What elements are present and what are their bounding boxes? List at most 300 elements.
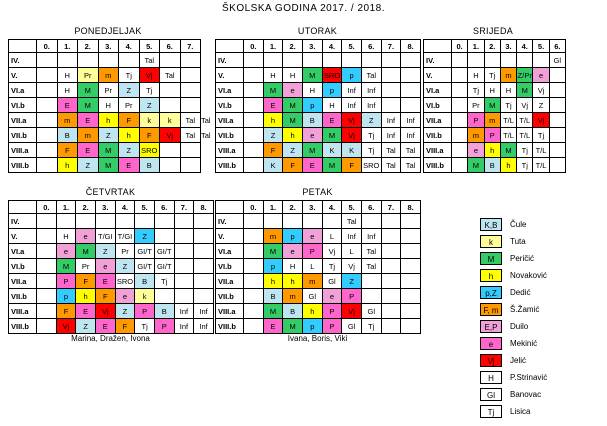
lesson-cell: m	[283, 289, 303, 304]
class-label: VI.a	[216, 244, 244, 259]
lesson-cell: Vj	[342, 128, 362, 143]
class-row	[216, 83, 421, 98]
lesson-cell: Tal	[401, 158, 421, 173]
legend-swatch: p,Z	[480, 286, 502, 299]
period-number: 5.	[139, 40, 160, 53]
lesson-cell: k	[135, 289, 155, 304]
lesson-cell	[244, 304, 264, 319]
lesson-cell: h	[283, 274, 303, 289]
lesson-cell	[381, 274, 401, 289]
class-row	[216, 229, 421, 244]
lesson-cell: F	[56, 304, 76, 319]
class-label: IV.	[9, 53, 37, 68]
lesson-cell: H	[484, 83, 500, 98]
lesson-cell: Gl	[361, 304, 381, 319]
overflow-lesson: Tal	[201, 115, 211, 125]
lesson-cell: Z	[533, 98, 549, 113]
lesson-cell	[322, 214, 342, 229]
lesson-cell: Z	[119, 83, 140, 98]
lesson-cell: p	[322, 83, 342, 98]
period-number: 1.	[57, 40, 78, 53]
lesson-cell	[174, 259, 194, 274]
lesson-cell	[244, 319, 264, 334]
lesson-cell	[381, 214, 401, 229]
period-number: 8.	[401, 40, 421, 53]
lesson-cell: e	[302, 128, 322, 143]
lesson-cell	[549, 158, 565, 173]
legend-teacher-name: P.Strinavić	[510, 373, 548, 382]
lesson-cell: B	[302, 113, 322, 128]
legend-teacher-name: Peričić	[510, 254, 535, 263]
lesson-cell: p	[283, 229, 303, 244]
class-row	[216, 304, 421, 319]
lesson-cell: Z	[76, 319, 96, 334]
lesson-cell: F	[95, 289, 115, 304]
lesson-cell	[194, 244, 214, 259]
lesson-cell	[180, 143, 201, 158]
class-label: V.	[216, 229, 244, 244]
legend-swatch: e	[480, 337, 502, 350]
lesson-cell	[244, 289, 264, 304]
lesson-cell	[401, 289, 421, 304]
class-label: VI.b	[9, 98, 37, 113]
lesson-cell: Inf	[401, 128, 421, 143]
lesson-cell: M	[302, 143, 322, 158]
lesson-cell: Z	[361, 113, 381, 128]
lesson-cell: H	[322, 98, 342, 113]
lesson-cell: e	[56, 244, 76, 259]
lesson-cell: M	[283, 319, 303, 334]
lesson-cell: L	[342, 244, 362, 259]
lesson-cell: p	[302, 98, 322, 113]
lesson-cell	[401, 229, 421, 244]
legend-swatch: E,P	[480, 320, 502, 333]
lesson-cell	[452, 158, 468, 173]
lesson-cell: B	[263, 289, 283, 304]
class-row	[216, 68, 421, 83]
class-label: V.	[424, 68, 452, 83]
lesson-cell	[37, 113, 58, 128]
lesson-cell	[244, 229, 264, 244]
period-number: 6.	[361, 40, 381, 53]
lesson-cell: h	[500, 158, 516, 173]
period-number: 3.	[500, 40, 516, 53]
class-label: VII.a	[9, 274, 37, 289]
lesson-cell: L	[302, 259, 322, 274]
lesson-cell: Inf	[381, 128, 401, 143]
legend-teacher-name: Banovac	[510, 390, 542, 399]
class-row	[424, 83, 566, 98]
class-label: VII.a	[424, 113, 452, 128]
lesson-cell: Vj	[533, 83, 549, 98]
lesson-cell: Pr	[76, 259, 96, 274]
lesson-cell	[244, 158, 264, 173]
lesson-cell	[37, 83, 58, 98]
lesson-cell: Inf	[381, 113, 401, 128]
period-number: 4.	[119, 40, 140, 53]
lesson-cell: Inf	[174, 304, 194, 319]
class-row	[9, 98, 217, 113]
lesson-cell: H	[468, 68, 484, 83]
lesson-cell	[381, 98, 401, 113]
lesson-cell	[381, 244, 401, 259]
class-label: VII.a	[216, 274, 244, 289]
class-row	[9, 319, 214, 334]
legend-item	[480, 319, 547, 334]
legend-swatch: Vj	[480, 354, 502, 367]
lesson-cell: h	[484, 143, 500, 158]
lesson-cell: E	[76, 304, 96, 319]
period-number: 4.	[322, 201, 342, 214]
period-number: 5.	[342, 201, 362, 214]
class-label: V.	[9, 229, 37, 244]
lesson-cell	[342, 53, 362, 68]
class-label: VII.a	[216, 113, 244, 128]
lesson-cell	[194, 274, 214, 289]
lesson-cell	[401, 68, 421, 83]
lesson-cell	[244, 143, 264, 158]
lesson-cell: F	[263, 143, 283, 158]
lesson-cell	[180, 83, 201, 98]
lesson-cell: e	[468, 143, 484, 158]
lesson-cell: Inf	[194, 319, 214, 334]
legend-item	[480, 268, 547, 283]
lesson-cell: e	[76, 229, 96, 244]
day-title-petak: PETAK	[302, 187, 333, 197]
lesson-cell: Z	[95, 244, 115, 259]
lesson-cell: M	[322, 128, 342, 143]
legend-teacher-name: Mekinić	[510, 339, 538, 348]
lesson-cell: P	[322, 304, 342, 319]
class-label: IV.	[9, 214, 37, 229]
lesson-cell	[160, 158, 181, 173]
class-label: VI.a	[9, 244, 37, 259]
lesson-cell: E	[57, 98, 78, 113]
lesson-cell: Z	[135, 229, 155, 244]
period-number: 2.	[78, 40, 99, 53]
lesson-cell: m	[302, 274, 322, 289]
lesson-cell	[549, 68, 565, 83]
legend-teacher-name: Dedić	[510, 288, 531, 297]
lesson-cell: Tal	[361, 259, 381, 274]
class-row	[216, 128, 421, 143]
lesson-cell: T/L	[517, 113, 533, 128]
lesson-cell: Tj	[361, 143, 381, 158]
legend-teacher-name: Tuta	[510, 237, 526, 246]
class-label: IV.	[216, 214, 244, 229]
lesson-cell: Vj	[322, 244, 342, 259]
lesson-cell: M	[468, 158, 484, 173]
period-number: 8.	[401, 201, 421, 214]
lesson-cell	[401, 244, 421, 259]
lesson-cell: P	[468, 113, 484, 128]
lesson-cell: P	[135, 304, 155, 319]
lesson-cell: P	[56, 274, 76, 289]
legend-swatch: h	[480, 269, 502, 282]
overflow-lesson: Tal	[201, 130, 211, 140]
lesson-cell: Tal	[361, 244, 381, 259]
lesson-cell: h	[98, 113, 119, 128]
period-number: 1.	[56, 201, 76, 214]
lesson-cell: M	[263, 244, 283, 259]
class-row	[216, 214, 421, 229]
lesson-cell: F	[119, 113, 140, 128]
lesson-cell	[119, 53, 140, 68]
class-row	[216, 113, 421, 128]
lesson-cell: B	[57, 128, 78, 143]
lesson-cell: k	[160, 113, 181, 128]
lesson-cell	[37, 289, 57, 304]
lesson-cell	[500, 53, 516, 68]
lesson-cell: P	[342, 289, 362, 304]
timetable-ponedjeljak	[8, 39, 217, 173]
class-label: IV.	[216, 53, 244, 68]
lesson-cell	[452, 68, 468, 83]
class-row	[424, 158, 566, 173]
class-label: VII.b	[9, 289, 37, 304]
lesson-cell: B	[484, 158, 500, 173]
period-number: 1.	[263, 40, 283, 53]
lesson-cell	[160, 143, 181, 158]
lesson-cell: E	[263, 319, 283, 334]
legend-swatch: H	[480, 371, 502, 384]
day-title-utorak: UTORAK	[297, 26, 338, 36]
lesson-cell: T/L	[500, 128, 516, 143]
period-number: 3.	[302, 40, 322, 53]
legend-teacher-name: Š.Žamić	[510, 305, 540, 314]
class-label: VII.b	[216, 128, 244, 143]
class-label: VIII.b	[424, 158, 452, 173]
class-label: VII.b	[216, 289, 244, 304]
class-row	[424, 143, 566, 158]
lesson-cell	[452, 113, 468, 128]
lesson-cell	[174, 289, 194, 304]
lesson-cell	[361, 274, 381, 289]
class-label: VI.a	[9, 83, 37, 98]
class-label: IV.	[424, 53, 452, 68]
lesson-cell	[160, 98, 181, 113]
lesson-cell	[381, 319, 401, 334]
lesson-cell: M	[56, 259, 76, 274]
lesson-cell	[154, 229, 174, 244]
lesson-cell	[78, 53, 99, 68]
period-number: 5.	[342, 40, 362, 53]
lesson-cell: B	[283, 304, 303, 319]
class-label: V.	[216, 68, 244, 83]
cetvrtak-names: Marina, Dražen, Ivona	[71, 334, 150, 343]
lesson-cell	[517, 53, 533, 68]
lesson-cell	[401, 214, 421, 229]
lesson-cell: e	[283, 244, 303, 259]
lesson-cell	[244, 53, 264, 68]
lesson-cell	[401, 304, 421, 319]
lesson-cell: L	[322, 229, 342, 244]
lesson-cell	[283, 214, 303, 229]
lesson-cell: Tj	[361, 128, 381, 143]
lesson-cell: K	[342, 143, 362, 158]
lesson-cell	[174, 214, 194, 229]
lesson-cell: T/GI	[95, 229, 115, 244]
lesson-cell: e	[115, 289, 135, 304]
lesson-cell: F	[76, 274, 96, 289]
corner-cell	[424, 40, 452, 53]
lesson-cell: T/L	[517, 128, 533, 143]
lesson-cell: E	[78, 143, 99, 158]
period-number: 0.	[244, 40, 264, 53]
lesson-cell: H	[263, 68, 283, 83]
lesson-cell: Tal	[160, 68, 181, 83]
class-row	[9, 83, 217, 98]
lesson-cell: Pr	[115, 244, 135, 259]
period-header-row	[216, 201, 421, 214]
lesson-cell	[244, 68, 264, 83]
lesson-cell	[381, 259, 401, 274]
lesson-cell	[37, 98, 58, 113]
lesson-cell	[244, 98, 264, 113]
lesson-cell: H	[500, 83, 516, 98]
lesson-cell	[174, 244, 194, 259]
lesson-cell	[180, 158, 201, 173]
class-row	[9, 53, 217, 68]
lesson-cell	[37, 158, 58, 173]
lesson-cell: Pr	[468, 98, 484, 113]
period-number: 6.	[160, 40, 181, 53]
lesson-cell	[180, 98, 201, 113]
period-number: 5.	[135, 201, 155, 214]
lesson-cell: M	[78, 98, 99, 113]
class-row	[9, 68, 217, 83]
lesson-cell: p	[302, 319, 322, 334]
lesson-cell: k	[139, 113, 160, 128]
period-number: 0.	[452, 40, 468, 53]
lesson-cell	[401, 83, 421, 98]
class-label: VII.b	[9, 128, 37, 143]
lesson-cell	[533, 53, 549, 68]
lesson-cell	[484, 53, 500, 68]
legend-item	[480, 353, 547, 368]
lesson-cell: Tj	[135, 319, 155, 334]
legend-item	[480, 387, 547, 402]
lesson-cell: Inf	[194, 304, 214, 319]
lesson-cell	[37, 53, 58, 68]
lesson-cell: Z	[119, 143, 140, 158]
lesson-cell: Vj	[342, 304, 362, 319]
lesson-cell: M	[263, 304, 283, 319]
lesson-cell: SRO	[322, 68, 342, 83]
period-number: 0.	[244, 201, 264, 214]
lesson-cell: h	[263, 113, 283, 128]
class-label: VIII.a	[9, 143, 37, 158]
class-row	[424, 128, 566, 143]
lesson-cell: Z	[342, 274, 362, 289]
lesson-cell: m	[500, 68, 516, 83]
class-row	[9, 259, 214, 274]
lesson-cell: p	[342, 68, 362, 83]
lesson-cell: E	[263, 98, 283, 113]
lesson-cell: Tal	[401, 143, 421, 158]
lesson-cell: H	[57, 83, 78, 98]
lesson-cell	[154, 289, 174, 304]
lesson-cell	[37, 304, 57, 319]
lesson-cell: Tal	[381, 143, 401, 158]
class-label: VIII.a	[216, 304, 244, 319]
lesson-cell	[401, 53, 421, 68]
lesson-cell: Inf	[401, 113, 421, 128]
lesson-cell: SRO	[139, 143, 160, 158]
lesson-cell: m	[468, 128, 484, 143]
class-row	[216, 158, 421, 173]
lesson-cell	[160, 83, 181, 98]
lesson-cell: Inf	[342, 83, 362, 98]
lesson-cell: Z	[283, 143, 303, 158]
lesson-cell	[56, 214, 76, 229]
lesson-cell	[302, 53, 322, 68]
lesson-cell: e	[95, 259, 115, 274]
lesson-cell	[452, 53, 468, 68]
lesson-cell	[381, 289, 401, 304]
lesson-cell	[95, 214, 115, 229]
lesson-cell: M	[98, 158, 119, 173]
lesson-cell: GI/T	[154, 244, 174, 259]
class-row	[216, 53, 421, 68]
lesson-cell	[244, 128, 264, 143]
lesson-cell: K	[322, 143, 342, 158]
lesson-cell: B	[139, 158, 160, 173]
lesson-cell: M	[283, 113, 303, 128]
lesson-cell	[549, 98, 565, 113]
legend-item	[480, 217, 547, 232]
period-number: 0.	[37, 201, 57, 214]
legend-teacher-name: Lisica	[510, 407, 531, 416]
lesson-cell: H	[283, 68, 303, 83]
class-row	[9, 244, 214, 259]
class-label: VIII.a	[424, 143, 452, 158]
lesson-cell: P	[154, 319, 174, 334]
legend-item	[480, 251, 547, 266]
class-row	[216, 244, 421, 259]
lesson-cell	[98, 53, 119, 68]
lesson-cell: m	[98, 68, 119, 83]
lesson-cell: p	[263, 259, 283, 274]
lesson-cell: m	[263, 229, 283, 244]
legend-swatch: M	[480, 252, 502, 265]
lesson-cell	[244, 83, 264, 98]
lesson-cell	[381, 229, 401, 244]
class-label: VIII.b	[216, 158, 244, 173]
class-row	[9, 214, 214, 229]
lesson-cell: Tj	[361, 319, 381, 334]
day-title-cetvrtak: ČETVRTAK	[85, 187, 136, 197]
lesson-cell: E	[78, 113, 99, 128]
lesson-cell	[154, 214, 174, 229]
class-label: VIII.a	[9, 304, 37, 319]
lesson-cell: F	[57, 143, 78, 158]
lesson-cell: M	[302, 68, 322, 83]
class-label: VIII.b	[9, 319, 37, 334]
lesson-cell: Z	[115, 259, 135, 274]
lesson-cell: Pr	[98, 83, 119, 98]
lesson-cell: Vj	[517, 98, 533, 113]
lesson-cell: M	[78, 83, 99, 98]
lesson-cell: Z	[139, 98, 160, 113]
lesson-cell: M	[283, 98, 303, 113]
period-number: 8.	[194, 201, 214, 214]
lesson-cell	[37, 259, 57, 274]
lesson-cell: Z/Pr	[517, 68, 533, 83]
timetable-srijeda	[423, 39, 566, 173]
period-number: 3.	[302, 201, 322, 214]
lesson-cell	[401, 98, 421, 113]
